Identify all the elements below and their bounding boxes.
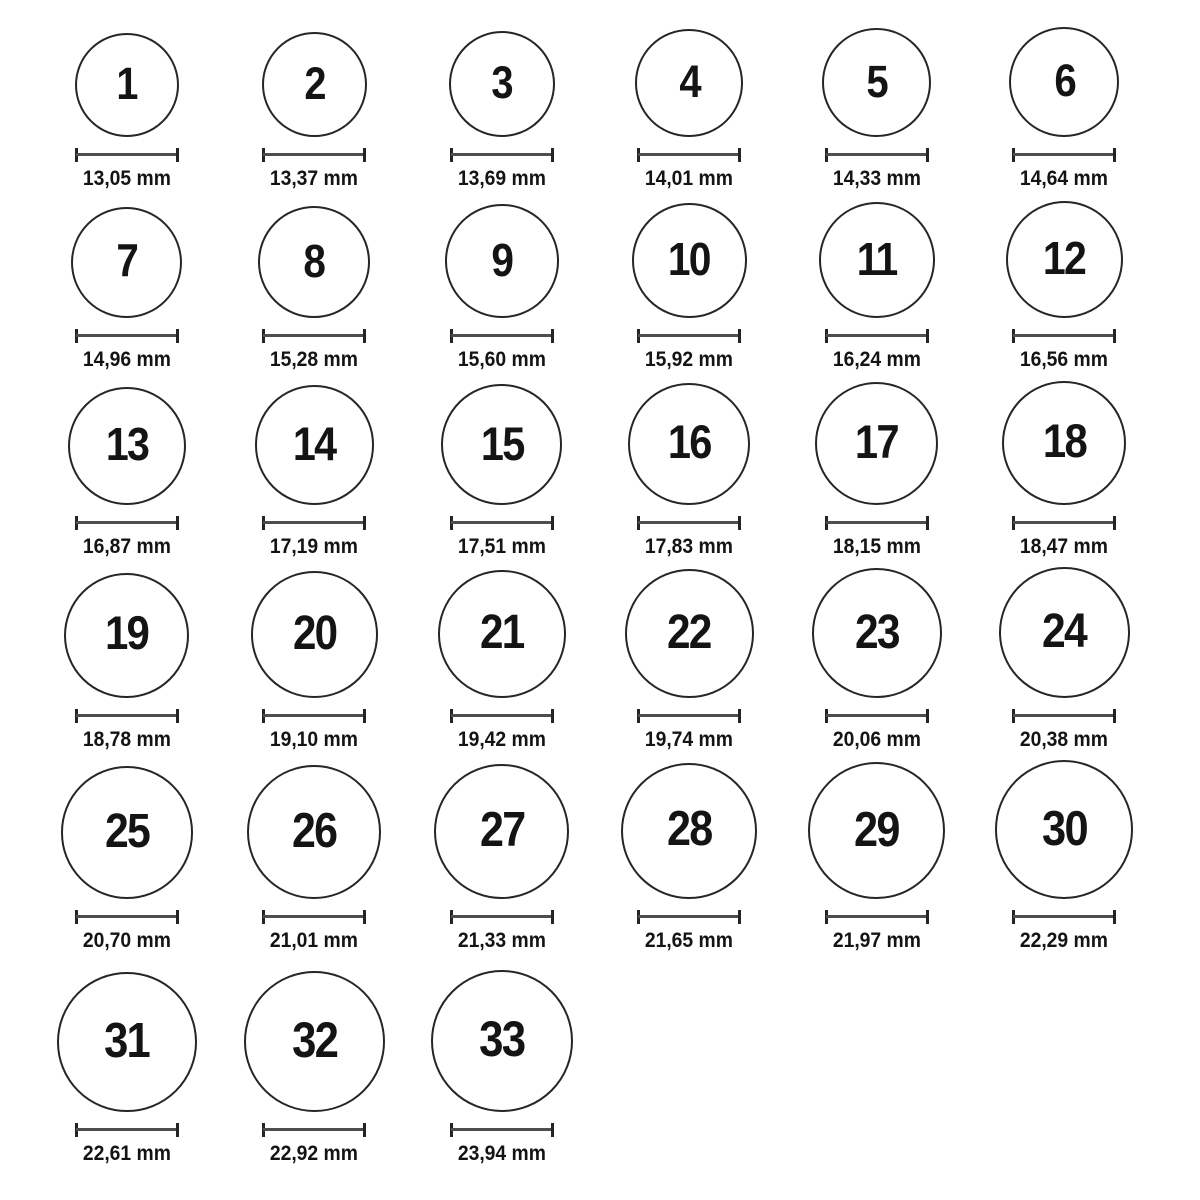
ring-circle <box>431 970 573 1112</box>
ring-size-number: 23 <box>854 604 899 659</box>
diameter-measure <box>825 709 929 723</box>
measure-tick-right-icon <box>551 329 554 343</box>
measure-tick-right-icon <box>738 329 741 343</box>
measure-bar-icon <box>451 714 553 717</box>
diameter-measure <box>825 910 929 924</box>
ring-circle <box>258 206 370 318</box>
diameter-measure <box>262 516 366 530</box>
ring-size-number: 18 <box>1042 415 1086 469</box>
measure-bar-icon <box>1013 915 1115 918</box>
ring-circle <box>64 573 189 698</box>
ring-circle <box>1009 27 1119 137</box>
measure-tick-right-icon <box>363 148 366 162</box>
ring-circle <box>812 568 942 698</box>
ring-size-number: 6 <box>1053 55 1075 107</box>
ring-circle <box>434 764 569 899</box>
measure-bar-icon <box>263 714 365 717</box>
ring-circle <box>632 203 747 318</box>
measure-tick-right-icon <box>176 329 179 343</box>
measure-tick-right-icon <box>1113 148 1116 162</box>
ring-size-number: 12 <box>1043 232 1086 285</box>
diameter-label: 14,64 mm <box>1020 166 1109 190</box>
diameter-label: 18,15 mm <box>832 534 921 558</box>
measure-tick-right-icon <box>176 516 179 530</box>
ring-circle <box>445 204 559 318</box>
ring-circle <box>995 760 1133 898</box>
diameter-label: 14,33 mm <box>832 166 921 190</box>
ring-size-number: 32 <box>291 1011 337 1068</box>
measure-bar-icon <box>1013 714 1115 717</box>
ring-size-number: 15 <box>480 417 524 471</box>
diameter-measure <box>1012 910 1116 924</box>
diameter-label: 17,83 mm <box>645 534 734 558</box>
ring-size-item <box>221 751 409 952</box>
ring-size-item <box>33 751 221 952</box>
ring-size-item <box>971 371 1159 558</box>
diameter-label: 13,37 mm <box>270 166 359 190</box>
ring-circle <box>815 382 938 505</box>
diameter-measure <box>262 1123 366 1137</box>
ring-size-number: 33 <box>479 1011 525 1067</box>
ring-size-number: 25 <box>104 804 149 859</box>
measure-tick-right-icon <box>1113 709 1116 723</box>
ring-size-item <box>221 558 409 751</box>
ring-size-item <box>971 558 1159 751</box>
ring-size-item <box>596 371 784 558</box>
ring-size-number: 31 <box>104 1013 150 1069</box>
ring-size-number: 27 <box>479 803 524 858</box>
ring-size-item <box>971 751 1159 952</box>
ring-size-item <box>221 952 409 1165</box>
diameter-label: 15,60 mm <box>457 347 546 371</box>
diameter-measure <box>1012 709 1116 723</box>
ring-size-number: 29 <box>854 801 900 857</box>
ring-circle <box>247 765 381 899</box>
measure-tick-right-icon <box>551 148 554 162</box>
measure-tick-right-icon <box>551 709 554 723</box>
measure-tick-right-icon <box>738 148 741 162</box>
measure-tick-right-icon <box>926 148 929 162</box>
ring-circle <box>57 972 197 1112</box>
measure-tick-right-icon <box>1113 910 1116 924</box>
measure-bar-icon <box>263 334 365 337</box>
ring-size-number: 2 <box>304 57 325 109</box>
diameter-label: 20,38 mm <box>1020 727 1109 751</box>
measure-tick-right-icon <box>176 910 179 924</box>
ring-circle <box>822 28 931 137</box>
ring-size-number: 17 <box>855 415 899 469</box>
measure-bar-icon <box>826 521 928 524</box>
ring-circle <box>244 971 385 1112</box>
diameter-label: 16,24 mm <box>832 347 921 371</box>
diameter-measure <box>637 516 741 530</box>
diameter-label: 21,65 mm <box>645 928 734 952</box>
measure-bar-icon <box>263 1128 365 1131</box>
measure-tick-right-icon <box>363 1123 366 1137</box>
ring-circle <box>71 207 182 318</box>
ring-circle <box>262 32 367 137</box>
ring-size-number: 10 <box>668 233 711 286</box>
ring-circle <box>808 762 945 899</box>
ring-size-number: 24 <box>1042 604 1087 659</box>
measure-bar-icon <box>826 153 928 156</box>
diameter-label: 14,96 mm <box>82 347 171 371</box>
diameter-label: 21,01 mm <box>270 928 359 952</box>
diameter-label: 16,56 mm <box>1020 347 1109 371</box>
ring-size-item <box>596 10 784 190</box>
measure-tick-right-icon <box>738 709 741 723</box>
diameter-label: 19,42 mm <box>457 727 546 751</box>
ring-size-number: 4 <box>679 56 700 108</box>
measure-bar-icon <box>1013 521 1115 524</box>
diameter-measure <box>825 329 929 343</box>
measure-bar-icon <box>451 153 553 156</box>
measure-bar-icon <box>76 915 178 918</box>
measure-bar-icon <box>1013 334 1115 337</box>
measure-bar-icon <box>76 1128 178 1131</box>
ring-size-item <box>408 371 596 558</box>
ring-circle <box>1002 381 1126 505</box>
ring-size-chart <box>33 10 1200 1165</box>
ring-circle <box>441 384 562 505</box>
measure-bar-icon <box>263 153 365 156</box>
ring-size-item <box>971 190 1159 371</box>
measure-tick-right-icon <box>551 516 554 530</box>
diameter-measure <box>450 329 554 343</box>
measure-tick-right-icon <box>926 709 929 723</box>
ring-size-number: 13 <box>105 418 148 471</box>
diameter-label: 18,47 mm <box>1020 534 1109 558</box>
measure-bar-icon <box>638 334 740 337</box>
measure-bar-icon <box>451 521 553 524</box>
measure-bar-icon <box>638 153 740 156</box>
diameter-measure <box>75 910 179 924</box>
ring-circle <box>449 31 555 137</box>
diameter-measure <box>1012 516 1116 530</box>
ring-size-number: 21 <box>480 606 524 660</box>
ring-size-item <box>33 558 221 751</box>
measure-bar-icon <box>76 521 178 524</box>
ring-circle <box>1006 201 1123 318</box>
ring-circle <box>61 766 194 899</box>
ring-size-number: 1 <box>116 58 137 110</box>
ring-size-item <box>408 190 596 371</box>
diameter-label: 17,19 mm <box>270 534 359 558</box>
diameter-measure <box>450 516 554 530</box>
ring-circle <box>75 33 179 137</box>
diameter-measure <box>450 148 554 162</box>
measure-tick-right-icon <box>738 910 741 924</box>
ring-size-number: 14 <box>293 416 336 470</box>
ring-circle <box>251 571 378 698</box>
ring-size-number: 3 <box>491 57 512 109</box>
ring-size-item <box>783 371 971 558</box>
diameter-label: 13,69 mm <box>457 166 546 190</box>
measure-bar-icon <box>826 714 928 717</box>
ring-size-item <box>221 371 409 558</box>
diameter-label: 16,87 mm <box>82 534 171 558</box>
diameter-measure <box>637 709 741 723</box>
measure-tick-right-icon <box>926 516 929 530</box>
diameter-label: 21,97 mm <box>832 928 921 952</box>
measure-bar-icon <box>76 714 178 717</box>
diameter-label: 13,05 mm <box>82 166 171 190</box>
ring-size-item <box>408 10 596 190</box>
diameter-measure <box>75 1123 179 1137</box>
diameter-label: 22,92 mm <box>270 1141 359 1165</box>
diameter-label: 15,28 mm <box>270 347 359 371</box>
diameter-label: 22,61 mm <box>82 1141 171 1165</box>
ring-size-number: 30 <box>1041 801 1087 857</box>
ring-circle <box>819 202 935 318</box>
ring-size-item <box>596 751 784 952</box>
diameter-measure <box>450 1123 554 1137</box>
measure-tick-right-icon <box>738 516 741 530</box>
measure-tick-right-icon <box>926 910 929 924</box>
measure-tick-right-icon <box>363 329 366 343</box>
diameter-label: 14,01 mm <box>645 166 734 190</box>
diameter-label: 20,70 mm <box>82 928 171 952</box>
measure-tick-right-icon <box>551 910 554 924</box>
measure-bar-icon <box>451 334 553 337</box>
measure-bar-icon <box>451 915 553 918</box>
diameter-measure <box>637 148 741 162</box>
ring-circle <box>621 763 757 899</box>
ring-circle <box>635 29 743 137</box>
ring-circle <box>628 383 750 505</box>
ring-size-item <box>221 10 409 190</box>
ring-size-item <box>33 952 221 1165</box>
ring-circle <box>438 570 566 698</box>
ring-circle <box>68 387 186 505</box>
measure-bar-icon <box>638 714 740 717</box>
ring-size-item <box>408 558 596 751</box>
ring-circle <box>625 569 754 698</box>
diameter-label: 22,29 mm <box>1020 928 1109 952</box>
ring-size-number: 8 <box>303 234 325 287</box>
measure-bar-icon <box>76 334 178 337</box>
diameter-label: 19,10 mm <box>270 727 359 751</box>
ring-size-item <box>783 558 971 751</box>
ring-circle <box>255 385 374 504</box>
diameter-measure <box>262 148 366 162</box>
ring-size-number: 9 <box>491 234 513 287</box>
diameter-measure <box>1012 329 1116 343</box>
diameter-label: 18,78 mm <box>82 727 171 751</box>
ring-size-item <box>33 10 221 190</box>
diameter-measure <box>1012 148 1116 162</box>
measure-bar-icon <box>76 153 178 156</box>
ring-size-number: 28 <box>667 802 712 857</box>
ring-size-item <box>408 952 596 1165</box>
measure-tick-right-icon <box>176 709 179 723</box>
diameter-label: 15,92 mm <box>645 347 734 371</box>
diameter-measure <box>637 910 741 924</box>
measure-tick-right-icon <box>1113 329 1116 343</box>
diameter-measure <box>262 709 366 723</box>
ring-size-number: 20 <box>292 606 336 660</box>
ring-size-number: 16 <box>667 416 711 470</box>
measure-tick-right-icon <box>926 329 929 343</box>
diameter-label: 21,33 mm <box>457 928 546 952</box>
diameter-measure <box>825 516 929 530</box>
diameter-measure <box>262 910 366 924</box>
ring-size-item <box>971 10 1159 190</box>
diameter-measure <box>75 709 179 723</box>
measure-bar-icon <box>263 915 365 918</box>
diameter-measure <box>637 329 741 343</box>
diameter-measure <box>75 329 179 343</box>
measure-bar-icon <box>263 521 365 524</box>
ring-size-item <box>783 190 971 371</box>
diameter-measure <box>825 148 929 162</box>
diameter-measure <box>262 329 366 343</box>
diameter-measure <box>75 516 179 530</box>
diameter-label: 17,51 mm <box>457 534 546 558</box>
ring-size-number: 26 <box>292 803 337 858</box>
diameter-measure <box>75 148 179 162</box>
ring-size-number: 22 <box>667 605 712 660</box>
measure-tick-right-icon <box>176 1123 179 1137</box>
ring-size-number: 5 <box>866 55 888 107</box>
ring-size-number: 11 <box>856 232 897 285</box>
ring-size-item <box>33 190 221 371</box>
ring-size-item <box>783 751 971 952</box>
ring-size-item <box>221 190 409 371</box>
ring-circle <box>999 567 1130 698</box>
measure-bar-icon <box>638 521 740 524</box>
ring-size-number: 19 <box>105 607 149 661</box>
ring-size-item <box>33 371 221 558</box>
measure-bar-icon <box>826 915 928 918</box>
ring-size-number: 7 <box>116 234 138 287</box>
measure-tick-right-icon <box>551 1123 554 1137</box>
diameter-measure <box>450 910 554 924</box>
diameter-label: 19,74 mm <box>645 727 734 751</box>
diameter-label: 23,94 mm <box>457 1141 546 1165</box>
measure-tick-right-icon <box>363 709 366 723</box>
diameter-measure <box>450 709 554 723</box>
ring-size-item <box>408 751 596 952</box>
measure-bar-icon <box>638 915 740 918</box>
measure-tick-right-icon <box>363 910 366 924</box>
measure-tick-right-icon <box>363 516 366 530</box>
measure-bar-icon <box>1013 153 1115 156</box>
ring-size-item <box>783 10 971 190</box>
diameter-label: 20,06 mm <box>832 727 921 751</box>
measure-bar-icon <box>451 1128 553 1131</box>
measure-bar-icon <box>826 334 928 337</box>
measure-tick-right-icon <box>1113 516 1116 530</box>
measure-tick-right-icon <box>176 148 179 162</box>
ring-size-item <box>596 190 784 371</box>
ring-size-item <box>596 558 784 751</box>
